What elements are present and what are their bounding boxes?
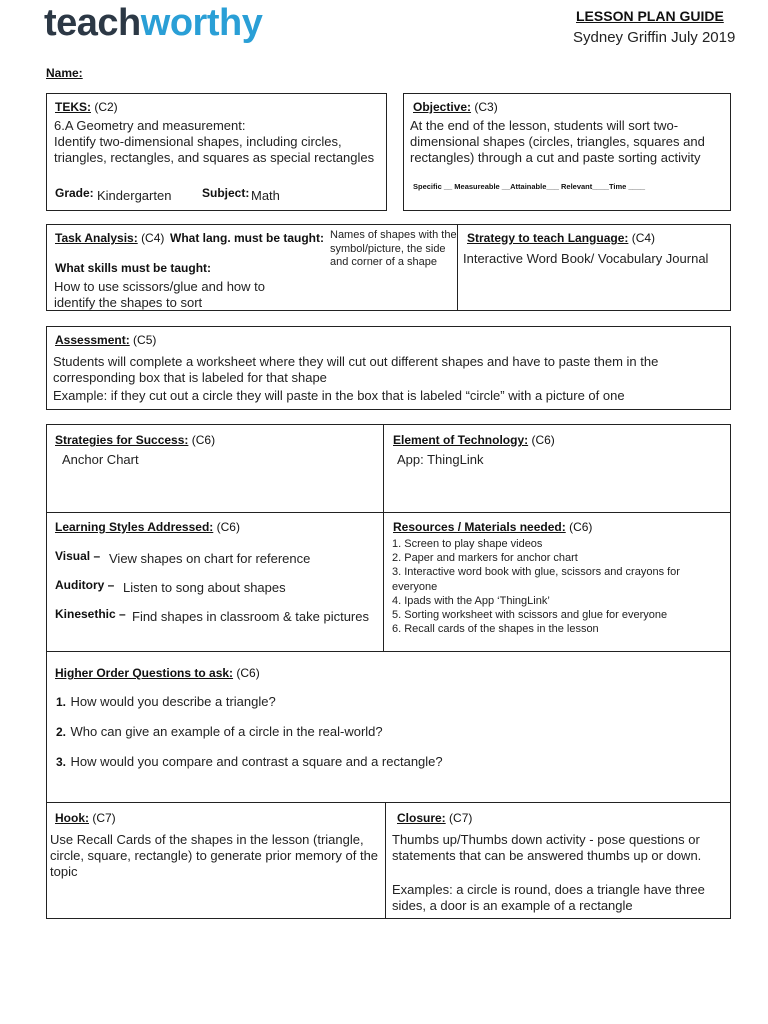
technology-text: App: ThingLink (397, 452, 484, 467)
auditory-text: Listen to song about shapes (123, 580, 286, 595)
grid-divider-vertical (383, 425, 384, 651)
list-item: 4. Ipads with the App ‘ThingLink’ (392, 594, 550, 607)
task-analysis-label: Task Analysis: (C4) (55, 231, 165, 245)
hook-text: Use Recall Cards of the shapes in the lesson (triangle, circle, square, rectangle) to generate prior memory of the topic (50, 832, 379, 879)
questions-box (46, 651, 731, 803)
resources-label: Resources / Materials needed: (C6) (393, 520, 593, 534)
questions-label: Higher Order Questions to ask: (C6) (55, 666, 260, 680)
document-title: LESSON PLAN GUIDE (576, 8, 724, 24)
task-analysis-divider (457, 225, 458, 310)
objective-label: Objective: (C3) (413, 100, 498, 114)
list-item: 1. Screen to play shape videos (392, 538, 543, 550)
subject-label: Subject: (202, 186, 250, 200)
smart-checklist: Specific __ Measureable __Attainable___ Relevant____Time ____ (413, 182, 646, 191)
objective-box (403, 93, 731, 211)
hook-closure-box (46, 802, 731, 919)
list-item: 3. Interactive word book with glue, scissors and crayons for everyone (392, 566, 680, 593)
strategy-language-text: Interactive Word Book/ Vocabulary Journal (463, 251, 709, 266)
teks-box (46, 93, 387, 211)
question-2 (56, 723, 383, 741)
strategies-success-label: Strategies for Success: (C6) (55, 433, 216, 447)
technology-label: Element of Technology: (C6) (393, 433, 555, 447)
assessment-label: Assessment: (C5) (55, 333, 157, 347)
grid-divider-horizontal (47, 512, 730, 513)
learning-styles-label: Learning Styles Addressed: (C6) (55, 520, 240, 534)
question-1 (56, 693, 276, 711)
task-analysis-box (46, 224, 731, 311)
hook-closure-divider (385, 803, 386, 918)
resources-list (392, 537, 727, 636)
assessment-text: Students will complete a worksheet where they will cut out different shapes and have to paste them in the corresponding box that is labeled for that shape (53, 354, 659, 385)
teks-text: Identify two-dimensional shapes, including circles, triangles, rectangles, and squares as special rectangles (54, 134, 375, 165)
list-item: 2. Paper and markers for anchor chart (392, 552, 578, 565)
logo-text-teach: teach (44, 2, 141, 44)
question-number: 2. (56, 725, 67, 739)
strategies-success-text: Anchor Chart (62, 452, 139, 467)
question-number: 1. (56, 695, 67, 709)
subject-value: Math (251, 188, 280, 203)
list-item: 5. Sorting worksheet with scissors and glue for everyone (392, 609, 668, 622)
teks-heading: 6.A Geometry and measurement: (54, 118, 246, 133)
strategies-grid (46, 424, 731, 652)
lang-taught-label: What lang. must be taught: (170, 231, 324, 245)
question-number: 3. (56, 755, 67, 769)
question-3 (56, 753, 443, 771)
kinesthetic-text: Find shapes in classroom & take pictures (132, 609, 369, 624)
teachworthy-logo (44, 2, 262, 45)
lang-taught-text: Names of shapes with the symbol/picture, the side and corner of a shape (330, 229, 457, 268)
assessment-box (46, 326, 731, 410)
grade-label: Grade: (55, 186, 94, 200)
list-item: 6. Recall cards of the shapes in the lesson (392, 623, 599, 636)
teks-label: TEKS: (C2) (55, 100, 118, 114)
objective-text: At the end of the lesson, students will sort two-dimensional shapes (circles, triangles, squares and rectangles) through a cut and paste sorting activity (410, 118, 705, 165)
name-label: Name: (46, 66, 83, 80)
closure-text: Thumbs up/Thumbs down activity - pose questions or statements that can be answered thumbs up or down. (392, 832, 702, 863)
strategy-language-label: Strategy to teach Language: (C4) (467, 231, 656, 245)
visual-text: View shapes on chart for reference (109, 551, 311, 566)
visual-label: Visual – (55, 549, 101, 563)
logo-text-worthy: worthy (140, 2, 263, 44)
author-date: Sydney Griffin July 2019 (573, 29, 736, 46)
grade-value: Kindergarten (97, 188, 172, 203)
closure-label: Closure: (C7) (397, 811, 473, 825)
auditory-label: Auditory – (55, 578, 115, 592)
closure-examples: Examples: a circle is round, does a triangle have three sides, a door is an example of a rectangle (392, 882, 705, 913)
question-text: How would you describe a triangle? (70, 694, 276, 709)
hook-label: Hook: (C7) (55, 811, 116, 825)
kinesthetic-label: Kinesethic – (55, 607, 126, 621)
skills-taught-label: What skills must be taught: (55, 261, 212, 275)
question-text: Who can give an example of a circle in the real-world? (70, 724, 383, 739)
question-text: How would you compare and contrast a square and a rectangle? (70, 754, 443, 769)
assessment-example: Example: if they cut out a circle they will paste in the box that is labeled “circle” with a picture of one (53, 388, 625, 403)
skills-taught-text: How to use scissors/glue and how to identify the shapes to sort (54, 279, 265, 310)
